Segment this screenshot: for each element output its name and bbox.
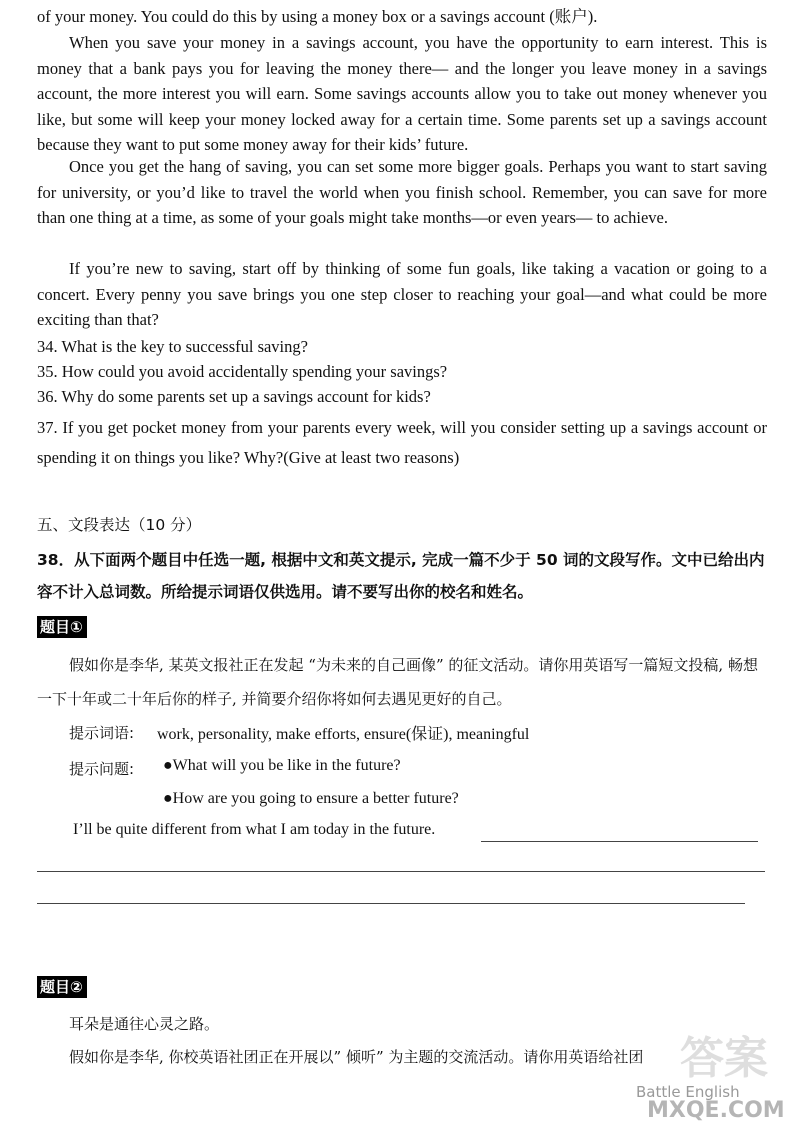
hint-question-1: ●What will you be like in the future? (163, 757, 401, 774)
question-36: 36. Why do some parents set up a savings account for kids? (37, 387, 431, 406)
watermark-site: MXQE.COM (647, 1098, 785, 1123)
answer-line (37, 903, 745, 904)
passage-fragment: of your money. You could do this by using a money box or a savings account (账户). (37, 7, 598, 26)
topic-2-description: 假如你是李华, 你校英语社团正在开展以” 倾听” 为主题的交流活动。请你用英语给社团 (69, 1048, 644, 1066)
topic-2-quote: 耳朵是通往心灵之路。 (69, 1015, 220, 1033)
passage-paragraph-new-savers: If you’re new to saving, start off by thinking of some fun goals, like taking a vacation or going to a concert. Every penny you save brings you one step closer to reaching your goal—and what could be more exciting than that? (37, 259, 767, 329)
hint-words: work, personality, make efforts, ensure(保证), meaningful (157, 726, 530, 743)
starter-sentence: I’ll be quite different from what I am today in the future. (73, 821, 436, 838)
section-heading: 五、文段表达（10 分） (37, 516, 202, 534)
hint-question-2: ●How are you going to ensure a better future? (163, 790, 459, 807)
writing-task-instructions: 38．从下面两个题目中任选一题, 根据中文和英文提示, 完成一篇不少于 50 词的文段写作。文中已给出内容不计入总词数。所给提示词语仅供选用。请不要写出你的校名和姓名。 (37, 551, 765, 601)
passage-paragraph-goals: Once you get the hang of saving, you can set some more bigger goals. Perhaps you want to start saving for university, or you’d like to travel the world when you finish school. Remember, you can save for more than one thing at a time, as some of your goals might take months—or even years— to achieve. (37, 157, 767, 227)
watermark-brand: Battle English (636, 1083, 740, 1101)
passage-paragraph-interest: When you save your money in a savings account, you have the opportunity to earn interest. This is money that a bank pays you for leaving the money there— and the longer you leave money in a savings account, the more interest you will earn. Some savings accounts allow you to take out money whenever you like, but some will keep your money locked away for a certain time. Some parents set up a savings account because they want to put some money away for their kids’ future. (37, 33, 767, 154)
hint-words-label: 提示词语: (69, 724, 135, 742)
topic-1-tag: 题目① (37, 616, 87, 638)
answer-line (37, 871, 765, 872)
watermark-logo: 答案 (680, 1033, 768, 1084)
question-34: 34. What is the key to successful saving? (37, 337, 308, 356)
question-37: 37. If you get pocket money from your parents every week, will you consider setting up a savings account or spending it on things you like? Why?(Give at least two reasons) (37, 418, 767, 467)
topic-1-description: 假如你是李华, 某英文报社正在发起 “为未来的自己画像” 的征文活动。请你用英语写一篇短文投稿, 畅想一下十年或二十年后你的样子, 并简要介绍你将如何去遇见更好的自己。 (37, 656, 758, 708)
topic-2-tag: 题目② (37, 976, 87, 998)
question-35: 35. How could you avoid accidentally spending your savings? (37, 362, 448, 381)
answer-line (481, 841, 758, 842)
hint-questions-label: 提示问题: (69, 760, 135, 778)
